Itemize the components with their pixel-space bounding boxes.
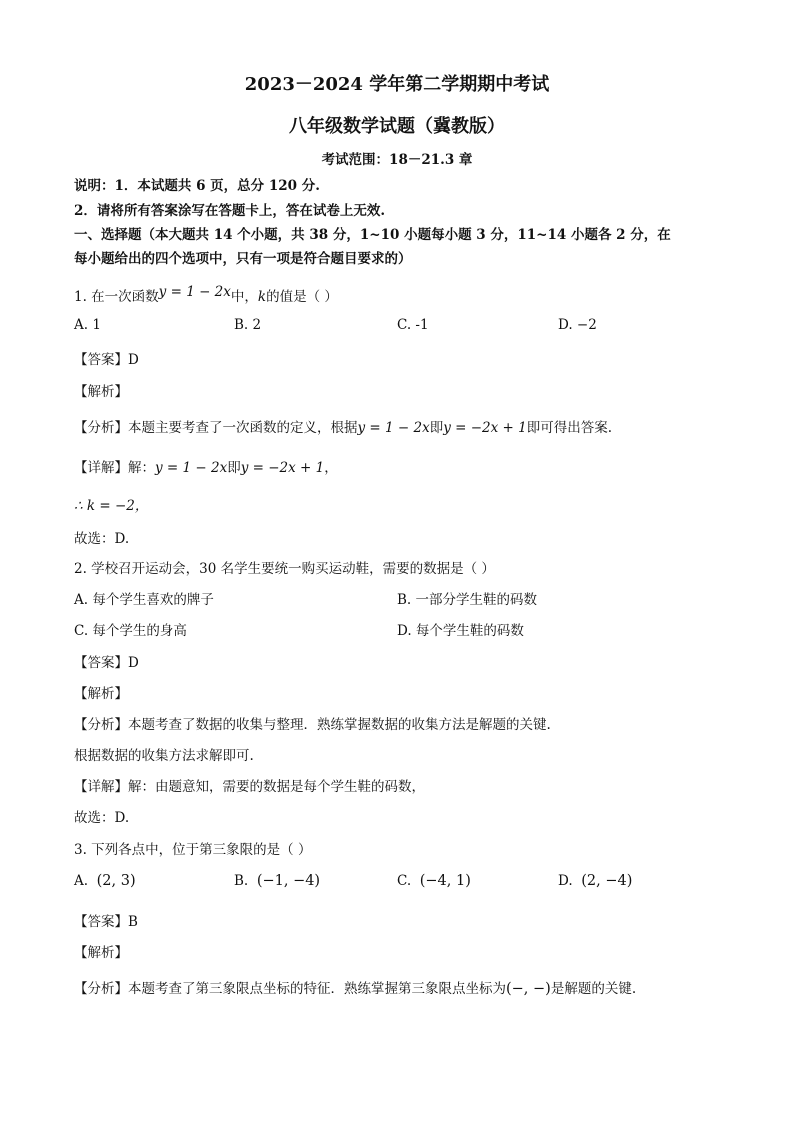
q1-xiangjie-text-c: ，: [324, 460, 338, 476]
q2-option-d: D. 每个学生鞋的码数: [397, 623, 524, 639]
q1-choose: 故选：D.: [74, 531, 130, 547]
section1-heading-line1: 一、选择题（本大题共 14 个小题，共 38 分，1~10 小题每小题 3 分，11~14 小题各 2 分，在: [74, 227, 671, 243]
q1-option-c: C. -1: [397, 317, 429, 333]
q2-fenxi-2: 根据数据的收集方法求解即可.: [74, 748, 254, 764]
q3-option-b-value: (−1, −4): [256, 873, 321, 889]
q1-xiangjie-text: 【详解】解：: [74, 460, 155, 476]
q2-option-b: B. 一部分学生鞋的码数: [397, 592, 538, 608]
q2-fenxi: 【分析】本题考查了数据的收集与整理．熟练掌握数据的收集方法是解题的关键.: [74, 717, 551, 733]
q2-xiangjie: 【详解】解：由题意知，需要的数据是每个学生鞋的码数，: [74, 779, 425, 795]
q3-option-a-value: (2, 3): [96, 873, 136, 889]
q3-fenxi: [74, 977, 636, 997]
q1-fenxi-text-c: 即可得出答案.: [526, 420, 613, 436]
q3-stem: 3. 下列各点中，位于第三象限的是（ ）: [74, 842, 312, 858]
q3-fenxi-text-b: 是解题的关键.: [550, 981, 637, 997]
q1-fenxi-formula2: y = −2x + 1: [443, 420, 527, 436]
q3-option-b-letter: B.: [234, 873, 249, 889]
q1-fenxi-formula1: y = 1 − 2x: [357, 420, 430, 436]
page-subtitle: 八年级数学试题（冀教版）: [289, 116, 505, 137]
q1-xiangjie: [74, 456, 338, 476]
q1-therefore: ∴ k = −2，: [74, 498, 149, 514]
q2-stem: 2. 学校召开运动会，30 名学生要统一购买运动鞋，需要的数据是（ ）: [74, 561, 495, 577]
q2-option-c: C. 每个学生的身高: [74, 623, 187, 639]
exam-scope: 考试范围：18－21.3 章: [321, 152, 473, 168]
q1-xiangjie-text-b: 即: [227, 460, 241, 476]
q1-xiangjie-formula2: y = −2x + 1: [240, 460, 325, 476]
q1-option-a: A. 1: [74, 317, 101, 333]
q1-fenxi: [74, 416, 612, 436]
q3-option-c: [397, 873, 471, 889]
q3-option-c-letter: C.: [397, 873, 412, 889]
note-1: 说明：1．本试题共 6 页，总分 120 分.: [74, 178, 320, 194]
q3-jiexi: 【解析】: [74, 945, 128, 961]
q1-stem-text: 1. 在一次函数: [74, 289, 159, 305]
q1-option-b: B. 2: [234, 317, 262, 333]
q3-fenxi-formula: (−, −): [506, 981, 551, 997]
q1-fenxi-text-b: 即: [429, 420, 444, 436]
q3-option-d: [558, 873, 632, 889]
q1-jiexi: 【解析】: [74, 384, 128, 400]
q1-option-d: D. −2: [558, 317, 597, 333]
q2-answer: 【答案】D: [74, 655, 139, 671]
note-2: 2．请将所有答案涂写在答题卡上，答在试卷上无效.: [74, 203, 386, 219]
section1-heading-line2: 每小题给出的四个选项中，只有一项是符合题目要求的）: [74, 251, 412, 267]
q1-stem-k: k: [257, 289, 267, 305]
q2-option-a: A. 每个学生喜欢的牌子: [74, 592, 214, 608]
q3-option-a-letter: A.: [74, 873, 89, 889]
page-title: 2023－2024 学年第二学期期中考试: [244, 74, 550, 95]
q1-answer: 【答案】D: [74, 352, 139, 368]
q2-jiexi: 【解析】: [74, 686, 128, 702]
q2-choose: 故选：D.: [74, 810, 130, 826]
q1-stem-formula: y = 1 − 2x: [158, 284, 231, 300]
q3-answer: 【答案】B: [74, 914, 138, 930]
q1-stem: [74, 285, 338, 305]
q1-stem-text-b: 中，: [230, 289, 258, 305]
q1-stem-text-c: 的值是（ ）: [266, 289, 338, 305]
q3-fenxi-text: 【分析】本题考查了第三象限点坐标的特征．熟练掌握第三象限点坐标为: [74, 981, 506, 997]
q3-option-d-letter: D.: [558, 873, 573, 889]
q3-option-c-value: (−4, 1): [419, 873, 471, 889]
q1-xiangjie-formula1: y = 1 − 2x: [155, 460, 228, 476]
q3-option-a: [74, 873, 136, 889]
q3-option-b: [234, 873, 320, 889]
q1-fenxi-text: 【分析】本题主要考查了一次函数的定义，根据: [74, 420, 358, 436]
q3-option-d-value: (2, −4): [581, 873, 633, 889]
